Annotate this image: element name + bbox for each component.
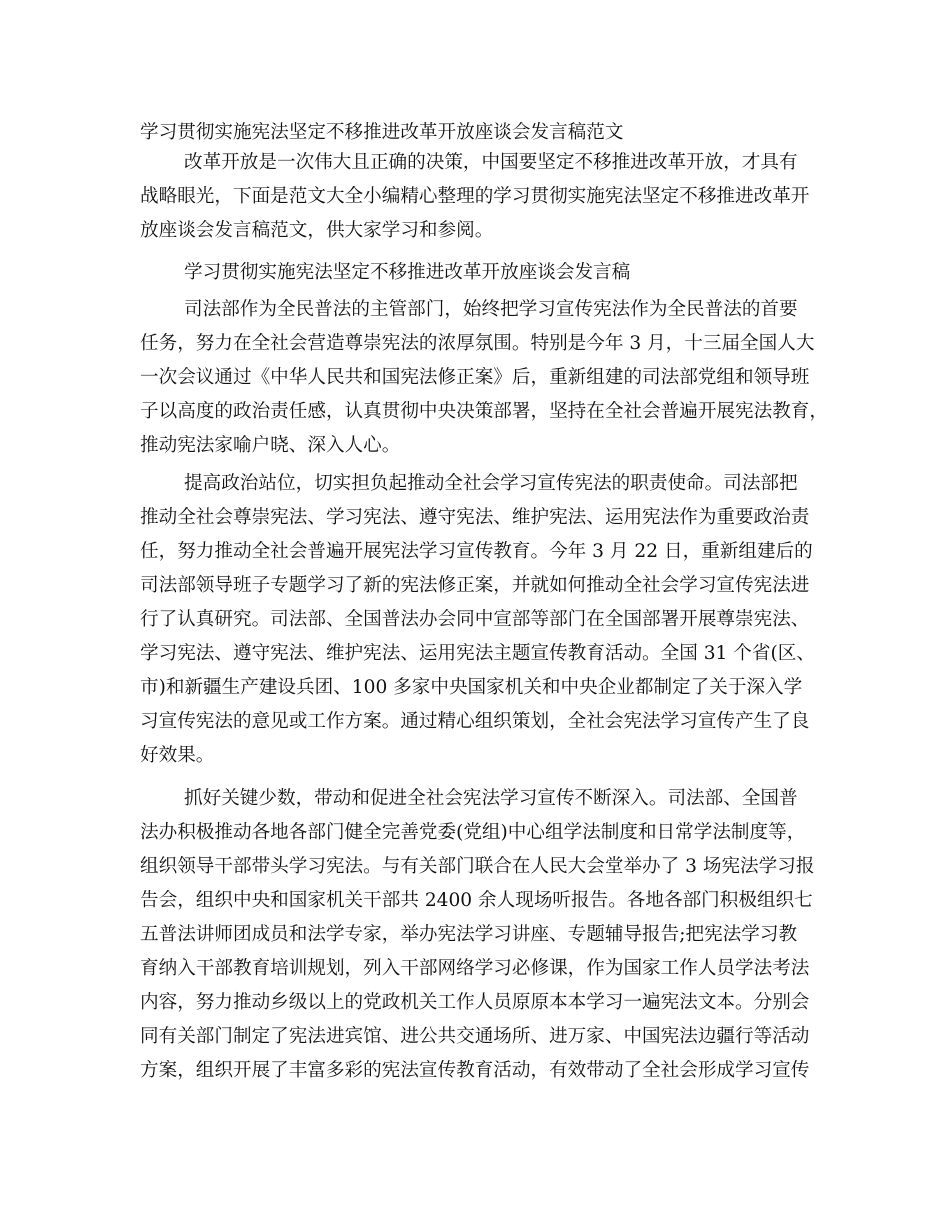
paragraph-intro [140, 146, 822, 248]
paragraph-line: 行了认真研究。司法部、全国普法办会同中宣部等部门在全国部署开展尊崇宪法、 [140, 609, 810, 630]
paragraph-line: 一次会议通过《中华人民共和国宪法修正案》后，重新组建的司法部党组和领导班 [140, 367, 810, 388]
paragraph-line: 五普法讲师团成员和法学专家，举办宪法学习讲座、专题辅导报告;把宪法学习教 [140, 924, 798, 945]
paragraph-line: 同有关部门制定了宪法进宾馆、进公共交通场所、进万家、中国宪法边疆行等活动 [140, 1026, 810, 1047]
paragraph-line: 育纳入干部教育培训规划，列入干部网络学习必修课，作为国家工作人员学法考法 [140, 958, 810, 979]
paragraph-line: 任，努力推动全社会普遍开展宪法学习宣传教育。今年 3 月 22 日，重新组建后的 [140, 541, 813, 562]
paragraph-line: 学习贯彻实施宪法坚定不移推进改革开放座谈会发言稿 [184, 262, 631, 283]
paragraph-body [140, 467, 822, 773]
paragraph-line: 抓好关键少数，带动和促进全社会宪法学习宣传不断深入。司法部、全国普 [184, 788, 798, 809]
paragraph-line: 好效果。 [140, 745, 215, 766]
paragraph-line: 战略眼光，下面是范文大全小编精心整理的学习贯彻实施宪法坚定不移推进改革开 [140, 186, 810, 207]
paragraph-line: 放座谈会发言稿范文，供大家学习和参阅。 [140, 220, 494, 241]
paragraph-line: 任务，努力在全社会营造尊崇宪法的浓厚氛围。特别是今年 3 月，十三届全国人大 [140, 333, 815, 354]
paragraph-line: 法办积极推动各地各部门健全完善党委(党组)中心组学法制度和日常学法制度等， [140, 822, 806, 843]
paragraph-body [140, 782, 822, 1088]
paragraph-line: 推动宪法家喻户晓、深入人心。 [140, 435, 401, 456]
paragraph-line: 改革开放是一次伟大且正确的决策，中国要坚定不移推进改革开放，才具有 [184, 152, 798, 173]
paragraph-line: 司法部领导班子专题学习了新的宪法修正案，并就如何推动全社会学习宣传宪法进 [140, 575, 810, 596]
paragraph-line: 司法部作为全民普法的主管部门，始终把学习宣传宪法作为全民普法的首要 [184, 299, 798, 320]
paragraph-line: 组织领导干部带头学习宪法。与有关部门联合在人民大会堂举办了 3 场宪法学习报 [140, 856, 815, 877]
paragraph-line: 习宣传宪法的意见或工作方案。通过精心组织策划，全社会宪法学习宣传产生了良 [140, 711, 810, 732]
paragraph-line: 学习宪法、遵守宪法、维护宪法、运用宪法主题宣传教育活动。全国 31 个省(区、 [140, 643, 815, 664]
paragraph-line: 推动全社会尊崇宪法、学习宪法、遵守宪法、维护宪法、运用宪法作为重要政治责 [140, 507, 810, 528]
paragraph-line: 子以高度的政治责任感，认真贯彻中央决策部署，坚持在全社会普遍开展宪法教育， [140, 401, 828, 422]
paragraph-line: 市)和新疆生产建设兵团、100 多家中央国家机关和中央企业都制定了关于深入学 [140, 677, 803, 698]
paragraph-line: 方案，组织开展了丰富多彩的宪法宣传教育活动，有效带动了全社会形成学习宣传 [140, 1060, 810, 1081]
section-heading [140, 256, 822, 290]
paragraph-line: 告会，组织中央和国家机关干部共 2400 余人现场听报告。各地各部门积极组织七 [140, 890, 813, 911]
paragraph-line: 提高政治站位，切实担负起推动全社会学习宣传宪法的职责使命。司法部把 [184, 473, 798, 494]
paragraph-line: 内容，努力推动乡级以上的党政机关工作人员原原本本学习一遍宪法文本。分别会 [140, 992, 810, 1013]
document-title: 学习贯彻实施宪法坚定不移推进改革开放座谈会发言稿范文 [140, 122, 624, 143]
paragraph-body [140, 293, 828, 463]
